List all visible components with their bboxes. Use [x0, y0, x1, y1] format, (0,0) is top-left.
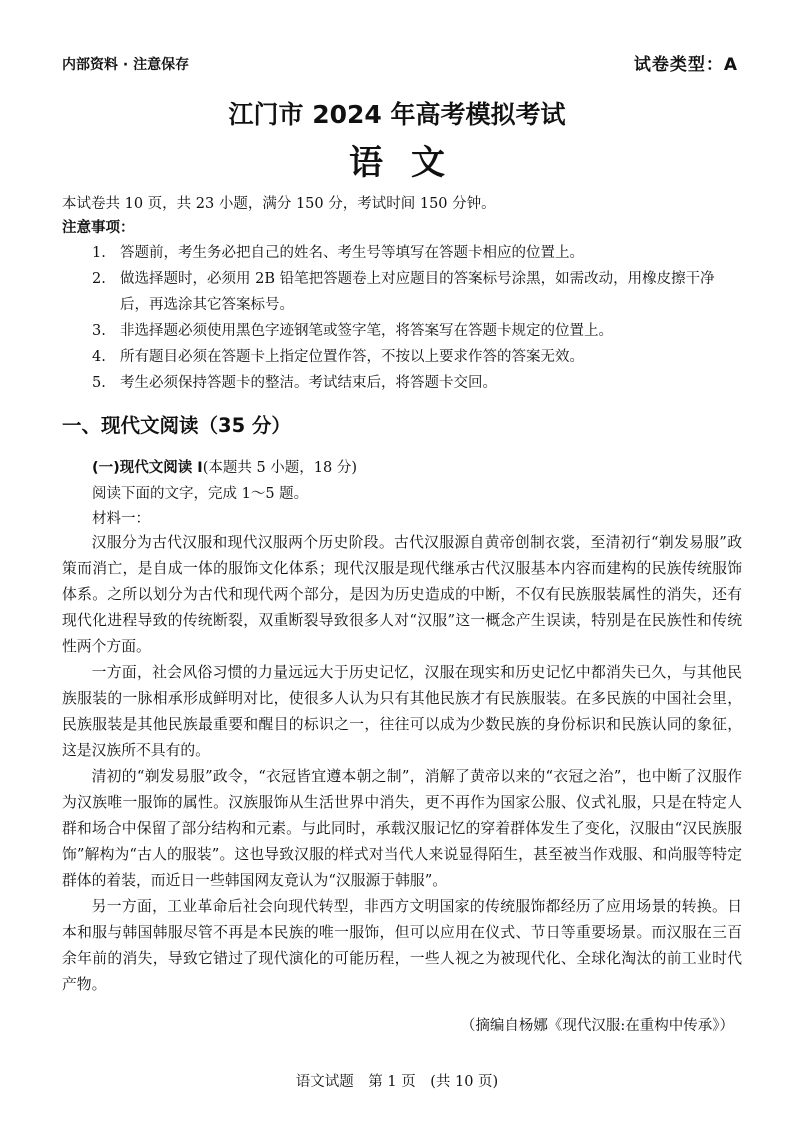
note-number: 1.	[92, 245, 106, 261]
subsection-label: (一)现代文阅读 I	[92, 460, 203, 476]
note-text: 所有题目必须在答题卡上指定位置作答，不按以上要求作答的答案无效。	[120, 349, 584, 365]
note-text: 做选择题时，必须用 2B 铅笔把答题卷上对应题目的答案标号涂黑，如需改动，用橡皮擦干净后，再选涂其它答案标号。	[120, 271, 715, 313]
page-header	[62, 50, 738, 78]
note-item	[92, 240, 742, 266]
note-number: 5.	[92, 375, 106, 391]
section-heading: 一、现代文阅读（35 分）	[62, 414, 291, 437]
note-number: 3.	[92, 323, 106, 339]
notes-heading: 注意事项：	[62, 220, 135, 236]
confidential-note: 内部资料 · 注意保存	[62, 57, 190, 73]
passage-paragraph: 一方面，社会风俗习惯的力量远远大于历史记忆，汉服在现实和历史记忆中都消失已久，与其他民族服装的一脉相承形成鲜明对比，使很多人认为只有其他民族才有民族服装。在多民族的中国社会里，民族服装是其他民族最重要和醒目的标识之一，往往可以成为少数民族的身份标识和民族认同的象征，这是汉族所不具有的。	[62, 664, 742, 759]
note-number: 4.	[92, 349, 106, 365]
material-label: 材料一：	[92, 511, 150, 527]
passage-paragraph: 另一方面，工业革命后社会向现代转型，非西方文明国家的传统服饰都经历了应用场景的转换。日本和服与韩国韩服尽管不再是本民族的唯一服饰，但可以应用在仪式、节日等重要场景。而汉服在三百余年前的消失，导致它错过了现代演化的可能历程，一些人视之为被现代化、全球化淘汰的前工业时代产物。	[62, 898, 742, 993]
note-item	[92, 344, 742, 370]
subsection-detail: (本题共 5 小题，18 分)	[202, 460, 358, 476]
page-footer: 语文试题 第 1 页 (共 10 页)	[295, 1074, 499, 1090]
reading-passage	[62, 530, 742, 998]
note-item	[92, 370, 742, 396]
note-number: 2.	[92, 271, 106, 287]
reading-instruction: 阅读下面的文字，完成 1～5 题。	[92, 486, 309, 502]
notes-list	[92, 240, 742, 396]
note-text: 非选择题必须使用黑色字迹钢笔或签字笔，将答案写在答题卡规定的位置上。	[120, 323, 613, 339]
passage-paragraph: 清初的“剃发易服”政令，“衣冠皆宜遵本朝之制”，消解了黄帝以来的“衣冠之治”，也中断了汉服作为汉族唯一服饰的属性。汉族服饰从生活世界中消失，更不再作为国家公服、仪式礼服，只是在特定人群和场合中保留了部分结构和元素。与此同时，承载汉服记忆的穿着群体发生了变化，汉服由“汉民族服饰”解构为“古人的服装”。这也导致汉服的样式对当代人来说显得陌生，甚至被当作戏服、和尚服等特定群体的着装，而近日一些韩国网友竟认为“汉服源于韩服”。	[62, 768, 742, 889]
subject-title: 语文	[349, 143, 473, 183]
exam-intro: 本试卷共 10 页，共 23 小题，满分 150 分，考试时间 150 分钟。	[62, 196, 496, 212]
note-text: 答题前，考生务必把自己的姓名、考生号等填写在答题卡相应的位置上。	[120, 245, 584, 261]
passage-source: （摘编自杨娜《现代汉服:在重构中传承》）	[460, 1018, 734, 1034]
paper-type-label: 试卷类型：A	[633, 55, 738, 75]
note-item	[92, 318, 742, 344]
passage-paragraph: 汉服分为古代汉服和现代汉服两个历史阶段。古代汉服源自黄帝创制衣裳，至清初行“剃发易服”政策而消亡，是自成一体的服饰文化体系；现代汉服是现代继承古代汉服基本内容而建构的民族传统服饰体系。之所以划分为古代和现代两个部分，是因为历史造成的中断，不仅有民族服装属性的消失，还有现代化进程导致的传统断裂，双重断裂导致很多人对“汉服”这一概念产生误读，特别是在民族性和传统性两个方面。	[62, 534, 742, 655]
subsection-heading	[92, 456, 357, 477]
exam-title: 江门市 2024 年高考模拟考试	[228, 100, 566, 129]
note-item	[92, 266, 742, 318]
note-text: 考生必须保持答题卡的整洁。考试结束后，将答题卡交回。	[120, 375, 497, 391]
